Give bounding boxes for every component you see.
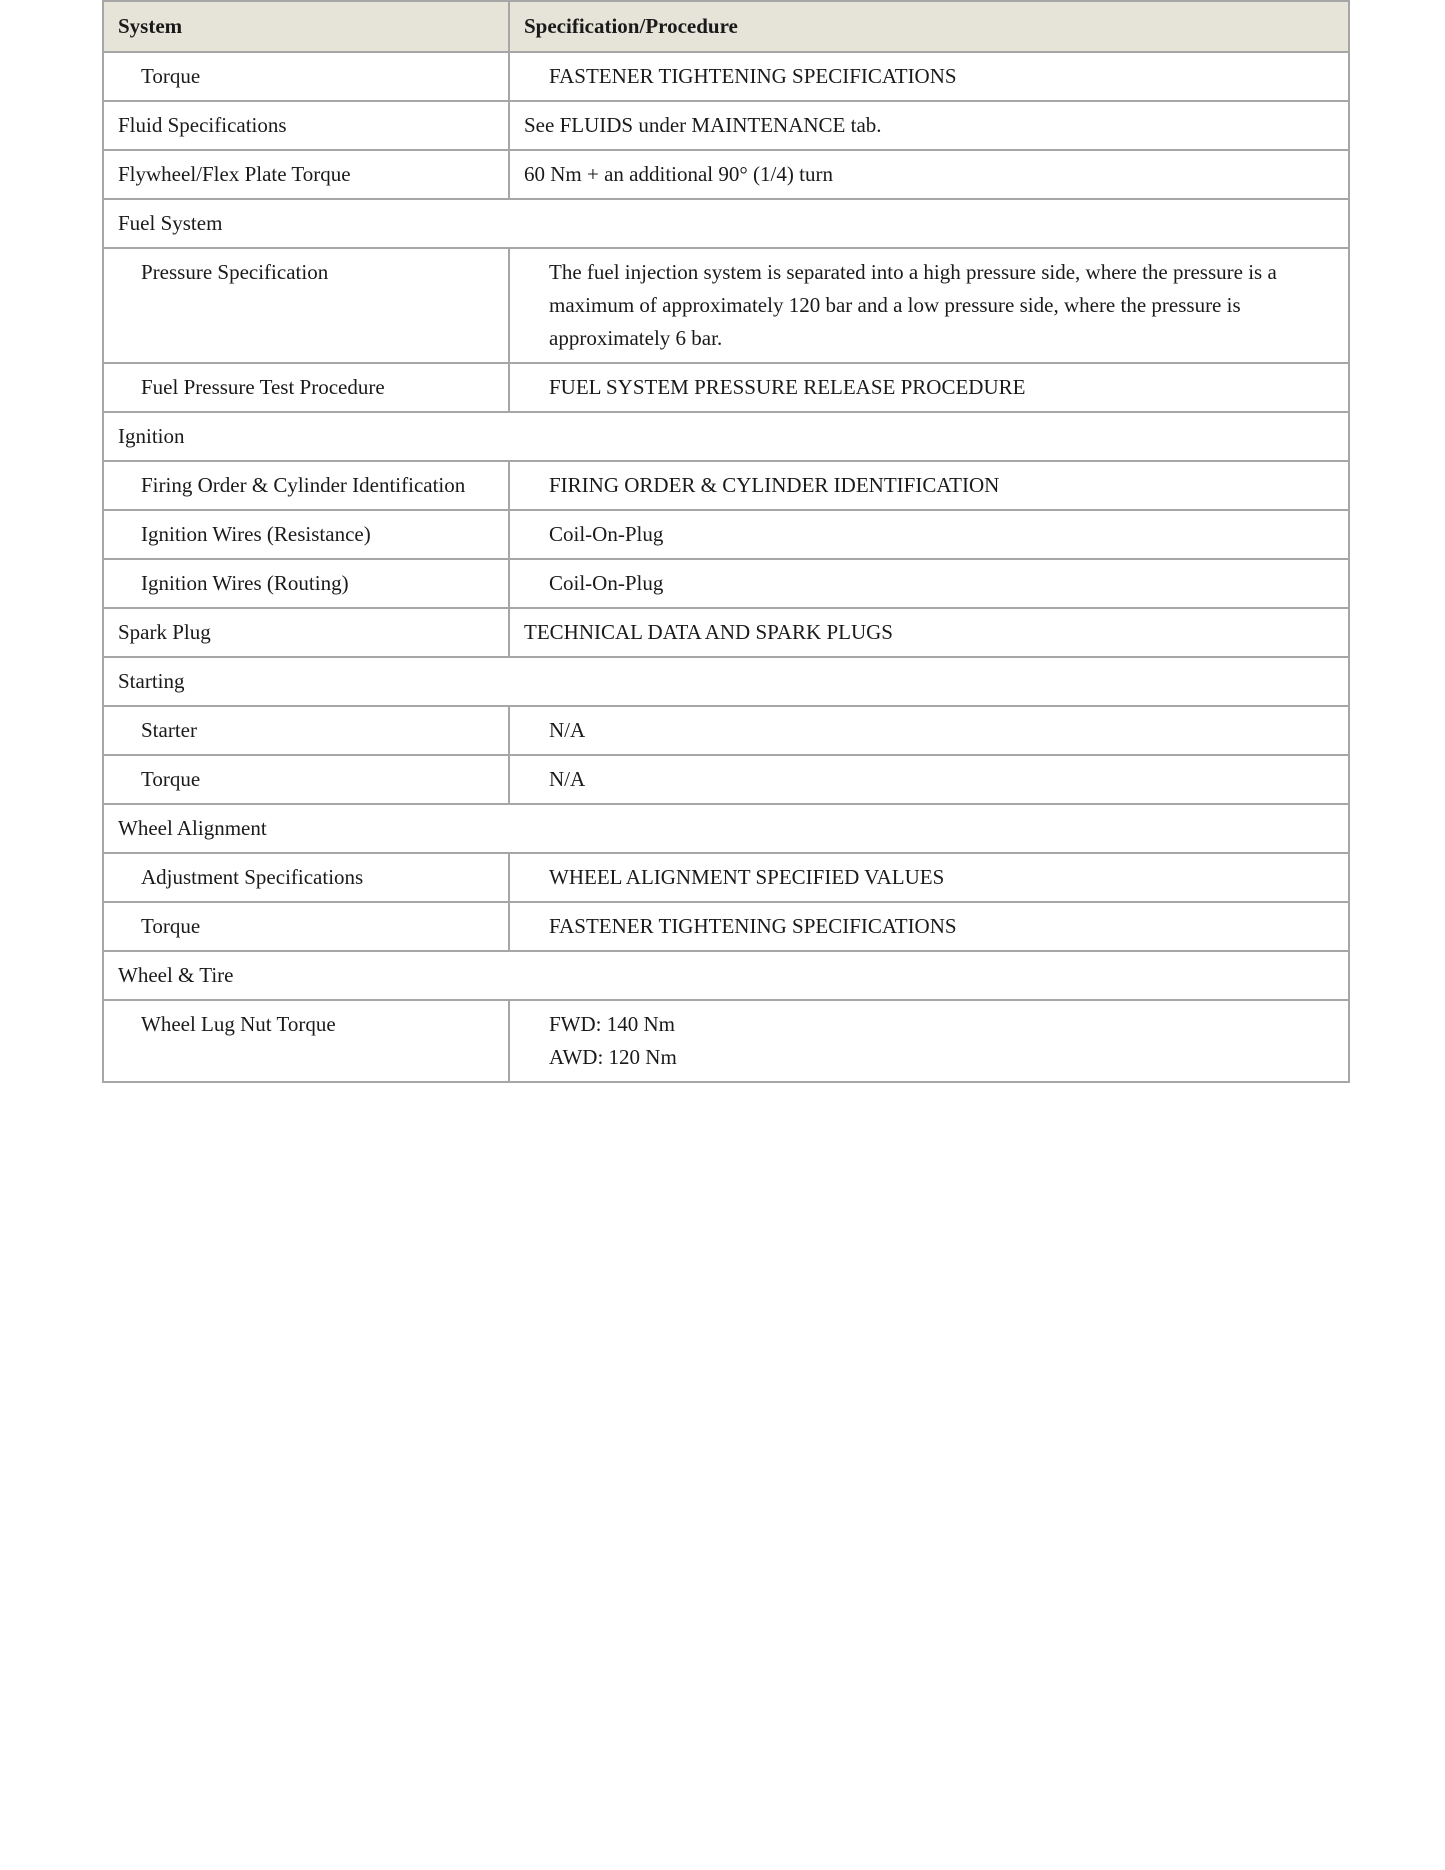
spec-cell: See FLUIDS under MAINTENANCE tab. [509, 101, 1349, 150]
system-cell: Fluid Specifications [103, 101, 509, 150]
section-row [103, 951, 1349, 1000]
spec-link[interactable]: FUEL SYSTEM PRESSURE RELEASE PROCEDURE [509, 363, 1349, 412]
spec-line-fwd: FWD: 140 Nm [549, 1012, 675, 1036]
table-row [103, 853, 1349, 902]
table-row [103, 1000, 1349, 1082]
spec-link[interactable]: FASTENER TIGHTENING SPECIFICATIONS [509, 52, 1349, 101]
table-row [103, 150, 1349, 199]
system-cell: Firing Order & Cylinder Identification [103, 461, 509, 510]
table-header-row [103, 1, 1349, 52]
system-cell: Starter [103, 706, 509, 755]
system-cell: Wheel Lug Nut Torque [103, 1000, 509, 1082]
table-row [103, 510, 1349, 559]
system-cell: Adjustment Specifications [103, 853, 509, 902]
section-row [103, 199, 1349, 248]
section-heading: Wheel Alignment [103, 804, 1349, 853]
spec-cell: 60 Nm + an additional 90° (1/4) turn [509, 150, 1349, 199]
specification-table [102, 0, 1350, 1083]
system-cell: Pressure Specification [103, 248, 509, 363]
spec-cell: Coil-On-Plug [509, 559, 1349, 608]
header-specification: Specification/Procedure [509, 1, 1349, 52]
section-heading: Ignition [103, 412, 1349, 461]
system-cell: Flywheel/Flex Plate Torque [103, 150, 509, 199]
table-row [103, 363, 1349, 412]
system-cell: Ignition Wires (Resistance) [103, 510, 509, 559]
spec-cell [509, 1000, 1349, 1082]
section-row [103, 412, 1349, 461]
table-row [103, 706, 1349, 755]
section-heading: Wheel & Tire [103, 951, 1349, 1000]
spec-cell: N/A [509, 755, 1349, 804]
table-row [103, 248, 1349, 363]
section-heading: Starting [103, 657, 1349, 706]
header-system: System [103, 1, 509, 52]
spec-cell: Coil-On-Plug [509, 510, 1349, 559]
system-cell: Torque [103, 52, 509, 101]
table-row [103, 559, 1349, 608]
table-row [103, 52, 1349, 101]
system-cell: Torque [103, 902, 509, 951]
system-cell: Spark Plug [103, 608, 509, 657]
section-heading: Fuel System [103, 199, 1349, 248]
table-row [103, 461, 1349, 510]
spec-cell: N/A [509, 706, 1349, 755]
table-row [103, 608, 1349, 657]
system-cell: Torque [103, 755, 509, 804]
spec-link[interactable]: TECHNICAL DATA AND SPARK PLUGS [509, 608, 1349, 657]
spec-link[interactable]: WHEEL ALIGNMENT SPECIFIED VALUES [509, 853, 1349, 902]
spec-link[interactable]: FASTENER TIGHTENING SPECIFICATIONS [509, 902, 1349, 951]
spec-line-awd: AWD: 120 Nm [549, 1045, 677, 1069]
table-row [103, 101, 1349, 150]
spec-link[interactable]: FIRING ORDER & CYLINDER IDENTIFICATION [509, 461, 1349, 510]
table-row [103, 755, 1349, 804]
section-row [103, 657, 1349, 706]
system-cell: Fuel Pressure Test Procedure [103, 363, 509, 412]
table-row [103, 902, 1349, 951]
system-cell: Ignition Wires (Routing) [103, 559, 509, 608]
section-row [103, 804, 1349, 853]
spec-cell: The fuel injection system is separated into a high pressure side, where the pressure is a maximum of approximately 120 bar and a low pressure side, where the pressure is approximately 6 bar. [509, 248, 1349, 363]
